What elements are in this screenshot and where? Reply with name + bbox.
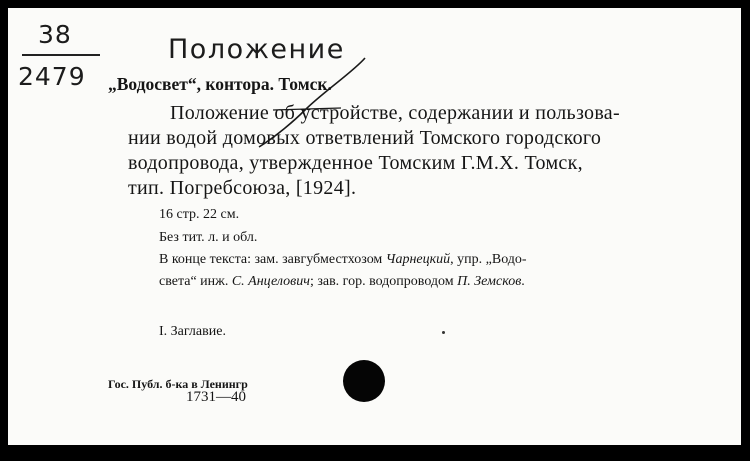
call-number-top: 38 bbox=[38, 20, 72, 49]
body-line-2: нии водой домовых ответвлений Томского городского bbox=[128, 127, 602, 149]
format-note: Без тит. л. и обл. bbox=[159, 230, 258, 245]
handwritten-title: Положение bbox=[168, 34, 345, 65]
note-text: В конце текста: зам. завгубместхозом bbox=[159, 252, 386, 267]
call-number-divider bbox=[22, 54, 100, 56]
signatories-note-line-1 bbox=[159, 252, 527, 268]
body-line-4: тип. Погребсоюза, [1924]. bbox=[128, 177, 357, 199]
body-line-3: водопровода, утвержденное Томским Г.М.Х. Томск, bbox=[128, 152, 583, 174]
body-line-1: Положение об устройстве, содержании и пользова- bbox=[170, 102, 620, 124]
call-number-bottom: 2479 bbox=[18, 62, 86, 91]
library-number: 1731—40 bbox=[186, 389, 246, 405]
ink-speck bbox=[442, 331, 445, 334]
library-name: Гос. Публ. б-ка в Ленингр bbox=[108, 377, 248, 391]
catalog-card bbox=[8, 8, 741, 445]
note-text: света“ инж. bbox=[159, 274, 232, 289]
punch-hole bbox=[343, 360, 385, 402]
note-text: . bbox=[521, 274, 525, 289]
signatory-name: С. Анцелович bbox=[231, 274, 310, 289]
heading: „Водосвет“, контора. Томск. bbox=[108, 74, 332, 94]
physical-description: 16 стр. 22 см. bbox=[159, 207, 240, 222]
signatory-name: П. Земсков bbox=[457, 274, 522, 289]
tracing: I. Заглавие. bbox=[159, 324, 226, 339]
signatory-name: Чарнецкий bbox=[385, 252, 451, 267]
note-text: , упр. „Водо- bbox=[450, 252, 527, 267]
note-text: ; зав. гор. водопроводом bbox=[309, 274, 458, 289]
signatories-note-line-2 bbox=[159, 274, 525, 290]
